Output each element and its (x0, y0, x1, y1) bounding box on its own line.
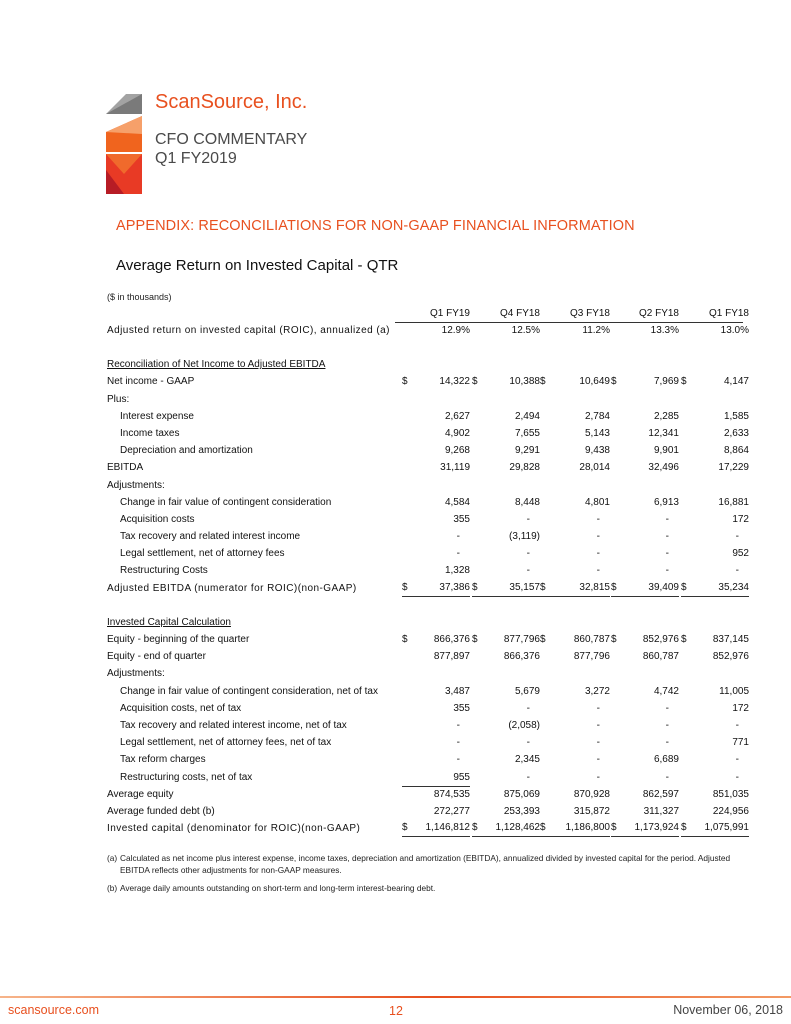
cell-value: 35,157 (509, 581, 540, 593)
column-header: Q1 FY18 (708, 308, 749, 319)
cell-value: 35,234 (718, 581, 749, 593)
table-row (107, 735, 749, 752)
dollar-sign: $ (472, 376, 478, 388)
cell-value: 1,585 (723, 410, 749, 422)
table-row (107, 512, 749, 529)
cell-value: - (596, 754, 600, 766)
table-row (107, 718, 743, 735)
table-row (107, 684, 749, 701)
cell-value: 10,388 (509, 376, 540, 388)
dollar-sign: $ (472, 634, 478, 645)
row-label: EBITDA (107, 462, 144, 474)
row-label: Invested Capital Calculation (107, 616, 231, 628)
cell-value: - (735, 719, 739, 731)
cell-value: 17,229 (718, 462, 749, 474)
row-label: Tax reform charges (120, 754, 206, 766)
row-label: Equity - end of quarter (107, 651, 206, 663)
cell-value: 272,277 (433, 805, 470, 817)
cell-value: - (526, 565, 530, 577)
cell-value: 31,119 (440, 462, 470, 474)
column-header: Q2 FY18 (638, 308, 679, 319)
table-header-row (107, 305, 749, 323)
cell-value: 860,787 (573, 634, 610, 645)
row-label: Average equity (107, 788, 174, 800)
column-header: Q1 FY19 (429, 308, 470, 319)
cell-value: 4,147 (723, 376, 749, 388)
cell-value: 2,345 (514, 754, 540, 766)
cell-value: 2,633 (723, 427, 749, 439)
cell-value: 5,679 (514, 685, 540, 697)
cell-value: - (596, 737, 600, 749)
table-row (107, 495, 749, 512)
cell-value: 315,872 (573, 805, 610, 817)
cell-value: - (596, 548, 600, 560)
cell-value: - (456, 531, 460, 543)
cell-value: 4,584 (444, 496, 470, 508)
row-label: Acquisition costs (120, 513, 195, 525)
company-name: ScanSource, Inc. (155, 91, 308, 113)
cell-value: 852,976 (642, 634, 679, 645)
table-row (107, 529, 743, 546)
row-label: Tax recovery and related interest income (120, 531, 301, 543)
cell-value: 12.9% (441, 325, 470, 336)
cell-value: (2,058) (508, 719, 540, 731)
dollar-sign: $ (681, 376, 687, 388)
cell-value: 875,069 (503, 788, 540, 800)
row-label: Reconciliation of Net Income to Adjusted EBITDA (107, 359, 326, 371)
row-label: Net income - GAAP (107, 376, 195, 388)
table-row (107, 478, 743, 495)
cell-value: 771 (732, 737, 749, 749)
cell-value: 8,448 (514, 496, 540, 508)
table-row (107, 649, 749, 666)
cell-value: 32,496 (648, 462, 679, 474)
cell-value: 2,494 (514, 410, 540, 422)
section-heading-row (107, 615, 743, 632)
cell-value: - (665, 548, 669, 560)
scansource-logo (106, 94, 142, 194)
cell-value: 16,881 (718, 496, 749, 508)
cell-value: 9,438 (584, 445, 610, 457)
section-heading-row (107, 357, 743, 374)
row-label: Legal settlement, net of attorney fees, net of tax (120, 737, 332, 749)
row-label: Adjusted EBITDA (numerator for ROIC)(non-GAAP) (107, 582, 357, 594)
dollar-sign: $ (611, 376, 617, 388)
cell-value: 7,655 (514, 427, 540, 439)
cell-value: 4,902 (444, 427, 470, 439)
cell-value: 29,828 (509, 462, 540, 474)
row-label: Depreciation and amortization (120, 445, 253, 457)
row-label: Tax recovery and related interest income, net of tax (120, 719, 347, 731)
row-label: Plus: (107, 393, 130, 405)
cell-value: 870,928 (573, 788, 610, 800)
cell-value: 10,649 (579, 376, 610, 388)
table-row (107, 752, 743, 769)
row-label: Adjusted return on invested capital (ROIC), annualized (a) (107, 325, 390, 336)
table-row (107, 374, 749, 391)
row-label: Restructuring Costs (120, 565, 208, 577)
footnotes (107, 852, 747, 900)
table-row (107, 546, 749, 563)
cell-value: - (526, 548, 530, 560)
table-row (107, 460, 749, 477)
cell-value: - (665, 565, 669, 577)
cell-value: 866,376 (503, 651, 540, 663)
cell-value: 8,864 (723, 445, 749, 457)
cell-value: - (735, 531, 739, 543)
cell-value: - (665, 737, 669, 749)
cell-value: 955 (453, 771, 470, 783)
row-label: Invested capital (denominator for ROIC)(non-GAAP) (107, 823, 361, 835)
cell-value: 5,143 (584, 427, 610, 439)
cell-value: 355 (453, 513, 470, 525)
dollar-sign: $ (402, 581, 408, 593)
cell-value: - (596, 565, 600, 577)
footnote (107, 882, 747, 894)
cell-value: 852,976 (712, 651, 749, 663)
table-row (107, 426, 749, 443)
table-row (107, 701, 749, 718)
cell-value: 952 (732, 548, 749, 560)
dollar-sign: $ (540, 581, 546, 593)
cell-value: - (596, 513, 600, 525)
table-row (107, 787, 749, 804)
cell-value: 311,327 (643, 805, 679, 817)
cell-value: 877,897 (433, 651, 470, 663)
cell-value: 860,787 (642, 651, 679, 663)
row-label: Adjustments: (107, 479, 165, 491)
dollar-sign: $ (681, 822, 687, 834)
row-label: Average funded debt (b) (107, 805, 215, 817)
section-title: Average Return on Invested Capital - QTR (116, 257, 399, 274)
column-header: Q3 FY18 (569, 308, 610, 319)
row-label: Restructuring costs, net of tax (120, 771, 253, 783)
cell-value: 6,689 (653, 754, 679, 766)
cell-value: - (526, 771, 530, 783)
total-row (107, 581, 749, 598)
table-row (107, 666, 743, 683)
cell-value: 3,272 (584, 685, 610, 697)
cell-value: 355 (453, 702, 470, 714)
dollar-sign: $ (472, 822, 478, 834)
cell-value: - (665, 702, 669, 714)
cell-value: 866,376 (433, 634, 470, 645)
cell-value: 4,742 (653, 685, 679, 697)
cell-value: (3,119) (509, 531, 540, 543)
cell-value: 12.5% (511, 325, 540, 336)
cell-value: - (526, 737, 530, 749)
cell-value: 1,186,800 (565, 822, 610, 834)
cell-value: 11.2% (582, 325, 610, 336)
cell-value: 224,956 (712, 805, 749, 817)
cell-value: - (456, 737, 460, 749)
cell-value: 9,268 (444, 445, 470, 457)
cell-value: 172 (732, 513, 749, 525)
dollar-sign: $ (540, 376, 546, 388)
appendix-heading: APPENDIX: RECONCILIATIONS FOR NON-GAAP FINANCIAL INFORMATION (116, 218, 635, 234)
cell-value: - (735, 771, 739, 783)
row-label: Change in fair value of contingent consideration (120, 496, 332, 508)
cell-value: 6,913 (653, 496, 679, 508)
cell-value: 9,901 (653, 445, 679, 457)
roic-table (107, 305, 749, 838)
cell-value: 28,014 (579, 462, 610, 474)
page-number: 12 (389, 1004, 403, 1018)
cell-value: 837,145 (712, 634, 749, 645)
table-row (107, 632, 749, 649)
dollar-sign: $ (611, 822, 617, 834)
cell-value: 877,796 (503, 634, 540, 645)
cell-value: 2,627 (444, 410, 470, 422)
footer-website: scansource.com (8, 1003, 100, 1017)
cell-value: - (456, 548, 460, 560)
cell-value: - (456, 754, 460, 766)
cell-value: 13.0% (720, 325, 749, 336)
cell-value: 4,801 (584, 496, 610, 508)
cell-value: 851,035 (712, 788, 749, 800)
row-label: Income taxes (120, 427, 180, 439)
cell-value: 253,393 (503, 805, 540, 817)
cell-value: - (665, 513, 669, 525)
cell-value: - (526, 513, 530, 525)
cell-value: 9,291 (514, 445, 540, 457)
dollar-sign: $ (681, 581, 687, 593)
dollar-sign: $ (402, 634, 408, 645)
dollar-sign: $ (611, 634, 617, 645)
cell-value: - (665, 771, 669, 783)
table-row (107, 804, 749, 821)
dollar-sign: $ (402, 376, 408, 388)
footer-rule (0, 996, 791, 998)
cell-value: 7,969 (653, 376, 679, 388)
units-note: ($ in thousands) (107, 292, 172, 302)
cell-value: 12,341 (648, 427, 679, 439)
footnote-marker: (b) (107, 883, 118, 893)
dollar-sign: $ (540, 634, 546, 645)
table-row (107, 409, 749, 426)
table-row (107, 323, 749, 340)
row-label: Interest expense (120, 410, 194, 422)
cell-value: 1,146,812 (425, 822, 470, 834)
document-period: Q1 FY2019 (155, 150, 237, 167)
document-type: CFO COMMENTARY (155, 131, 308, 148)
footnote-text: Average daily amounts outstanding on short-term and long-term interest-bearing debt. (120, 883, 436, 893)
cell-value: 874,535 (433, 788, 470, 800)
cell-value: 862,597 (642, 788, 679, 800)
total-row (107, 821, 749, 838)
cell-value: 14,322 (439, 376, 470, 388)
row-label: Acquisition costs, net of tax (120, 702, 242, 714)
footnote-marker: (a) (107, 853, 118, 863)
row-label: Change in fair value of contingent consideration, net of tax (120, 685, 378, 697)
cell-value: - (596, 771, 600, 783)
cell-value: 11,005 (719, 685, 749, 697)
table-row (107, 392, 743, 409)
cell-value: 172 (732, 702, 749, 714)
cell-value: 32,815 (579, 581, 610, 593)
cell-value: 1,128,462 (495, 822, 540, 834)
cell-value: 2,784 (584, 410, 610, 422)
cell-value: - (665, 531, 669, 543)
cell-value: 3,487 (444, 685, 470, 697)
cell-value: 37,386 (439, 581, 470, 593)
column-header: Q4 FY18 (499, 308, 540, 319)
dollar-sign: $ (681, 634, 687, 645)
footer-date: November 06, 2018 (673, 1003, 783, 1017)
row-label: Legal settlement, net of attorney fees (120, 548, 285, 560)
row-label: Equity - beginning of the quarter (107, 634, 250, 645)
cell-value: 13.3% (650, 325, 679, 336)
cell-value: - (596, 702, 600, 714)
cell-value: 39,409 (648, 581, 679, 593)
table-row (107, 563, 743, 580)
cell-value: 1,328 (444, 565, 470, 577)
cell-value: - (665, 719, 669, 731)
footnote (107, 852, 747, 876)
cell-value: - (596, 719, 600, 731)
cell-value: 2,285 (653, 410, 679, 422)
dollar-sign: $ (472, 581, 478, 593)
dollar-sign: $ (611, 581, 617, 593)
cell-value: - (735, 565, 739, 577)
table-row (107, 770, 743, 787)
table-row (107, 443, 749, 460)
cell-value: - (526, 702, 530, 714)
cell-value: - (735, 754, 739, 766)
cell-value: - (456, 719, 460, 731)
footnote-text: Calculated as net income plus interest expense, income taxes, depreciation and amortization (EBITDA), annualized divided by invested capital for the period. Adjusted EBITDA reflects other adjustments for non-GAAP measures. (120, 853, 731, 875)
cell-value: - (596, 531, 600, 543)
dollar-sign: $ (540, 822, 546, 834)
row-label: Adjustments: (107, 668, 165, 680)
cell-value: 1,173,924 (634, 822, 679, 834)
cell-value: 1,075,991 (704, 822, 749, 834)
cell-value: 877,796 (573, 651, 610, 663)
dollar-sign: $ (402, 822, 408, 834)
